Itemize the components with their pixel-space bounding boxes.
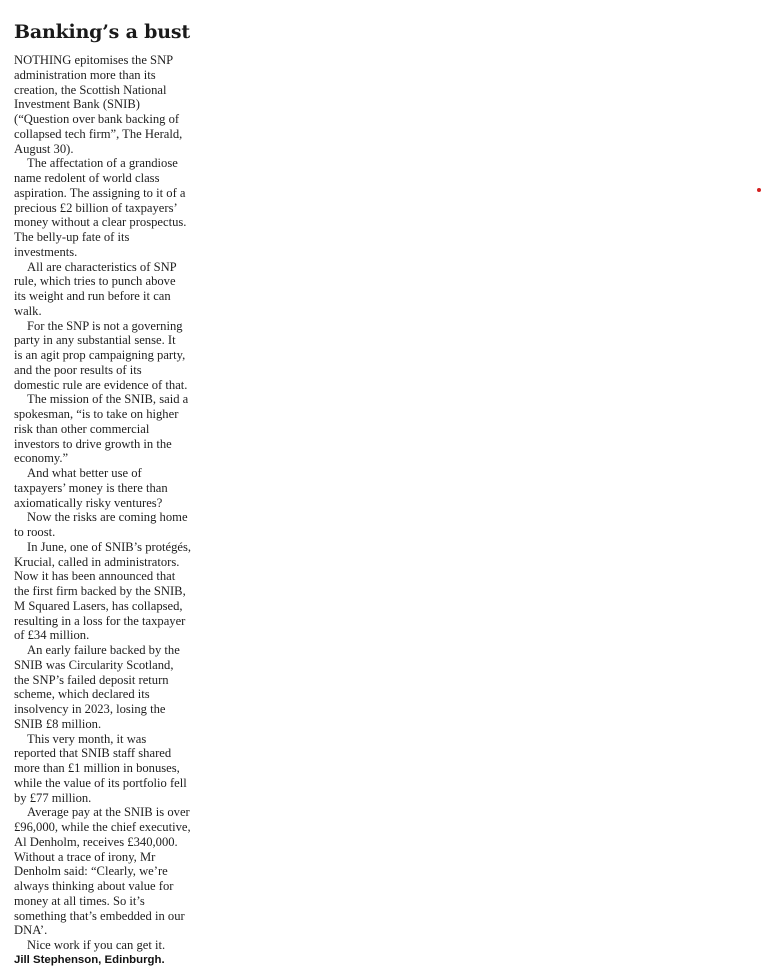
letter-headline: Banking’s a bust: [14, 21, 190, 43]
letter-body-line: more than £1 million in bonuses,: [14, 761, 180, 775]
letter-body: [14, 53, 219, 953]
letter-body-line: risk than other commercial: [14, 421, 150, 436]
letter-body-line: For the SNP is not a governing: [27, 318, 183, 333]
letter-body-line: Al Denholm, receives £340,000.: [14, 834, 178, 849]
letter-body-line: rule, which tries to punch above: [14, 274, 176, 289]
letter-body-line: SNIB was Circularity Scotland,: [14, 657, 174, 672]
red-dot-mark: [757, 188, 761, 192]
letter-body-line: domestic rule are evidence of that.: [14, 377, 188, 392]
letter-body-line: The belly-up fate of its: [14, 230, 130, 244]
letter-body-line: spokesman, “is to take on higher: [14, 407, 179, 421]
letter-body-line: aspiration. The assigning to it of a: [14, 185, 186, 200]
letter-body-line: The affectation of a grandiose: [27, 156, 178, 171]
letter-body-line: while the value of its portfolio fell: [14, 775, 187, 790]
letter-body-line: the first firm backed by the SNIB,: [14, 584, 186, 598]
letter-body-line: scheme, which declared its: [14, 687, 150, 702]
letter-body-line: Nice work if you can get it.: [27, 938, 166, 952]
letter-body-line: Average pay at the SNIB is over: [27, 805, 190, 820]
letter-body-line: the SNP’s failed deposit return: [14, 672, 169, 687]
letter-body-line: £96,000, while the chief executive,: [14, 820, 191, 834]
letter-body-line: Without a trace of irony, Mr: [14, 849, 156, 864]
letter-body-line: Investment Bank (SNIB): [14, 97, 140, 112]
letter-body-line: name redolent of world class: [14, 171, 160, 185]
letter-body-line: precious £2 billion of taxpayers’: [14, 200, 178, 215]
letter-body-line: Now the risks are coming home: [27, 510, 188, 525]
letter-body-line: money at all times. So it’s: [14, 893, 145, 908]
letter-body-line: And what better use of: [27, 466, 142, 480]
letter-body-line: insolvency in 2023, losing the: [14, 702, 166, 716]
letter-body-line: The mission of the SNIB, said a: [27, 392, 189, 407]
letter-body-line: Now it has been announced that: [14, 569, 176, 584]
letter-body-line: collapsed tech firm”, The Herald,: [14, 126, 183, 141]
letter-body-line: something that’s embedded in our: [14, 908, 185, 923]
letter-body-line: creation, the Scottish National: [14, 82, 167, 97]
letter-body-line: walk.: [14, 303, 42, 318]
letter-body-line: always thinking about value for: [14, 879, 174, 893]
letter-body-line: to roost.: [14, 525, 56, 539]
letter-body-line: August 30).: [14, 141, 74, 156]
letter-body-line: In June, one of SNIB’s protégés,: [27, 539, 192, 554]
letter-body-line: SNIB £8 million.: [14, 716, 102, 731]
letter-body-line: money without a clear prospectus.: [14, 215, 187, 230]
letter-body-line: is an agit prop campaigning party,: [14, 348, 186, 362]
letter-article: [14, 20, 219, 967]
letter-body-line: M Squared Lasers, has collapsed,: [14, 598, 183, 613]
letter-body-line: investors to drive growth in the: [14, 436, 172, 451]
letter-body-line: Krucial, called in administrators.: [14, 554, 180, 569]
letter-body-line: NOTHING epitomises the SNP: [14, 53, 174, 67]
letter-body-line: Denholm said: “Clearly, we’re: [14, 864, 168, 879]
letter-body-line: and the poor results of its: [14, 362, 142, 377]
letter-body-line: of £34 million.: [14, 628, 90, 643]
letter-body-line: An early failure backed by the: [27, 643, 180, 657]
letter-signature: Jill Stephenson, Edinburgh.: [14, 953, 165, 966]
letter-body-line: All are characteristics of SNP: [27, 259, 177, 274]
letter-body-line: party in any substantial sense. It: [14, 333, 176, 348]
letter-body-line: administration more than its: [14, 67, 156, 82]
letter-body-line: DNA’.: [14, 923, 48, 938]
letter-body-line: taxpayers’ money is there than: [14, 480, 168, 495]
letter-body-line: its weight and run before it can: [14, 289, 171, 303]
letter-body-line: axiomatically risky ventures?: [14, 495, 163, 510]
letter-body-line: investments.: [14, 244, 78, 259]
letter-body-line: resulting in a loss for the taxpayer: [14, 613, 186, 628]
letter-body-line: by £77 million.: [14, 790, 92, 805]
letter-body-line: This very month, it was: [27, 731, 147, 746]
letter-body-line: economy.”: [14, 451, 69, 466]
letter-body-line: reported that SNIB staff shared: [14, 746, 172, 761]
letter-body-line: (“Question over bank backing of: [14, 112, 180, 126]
